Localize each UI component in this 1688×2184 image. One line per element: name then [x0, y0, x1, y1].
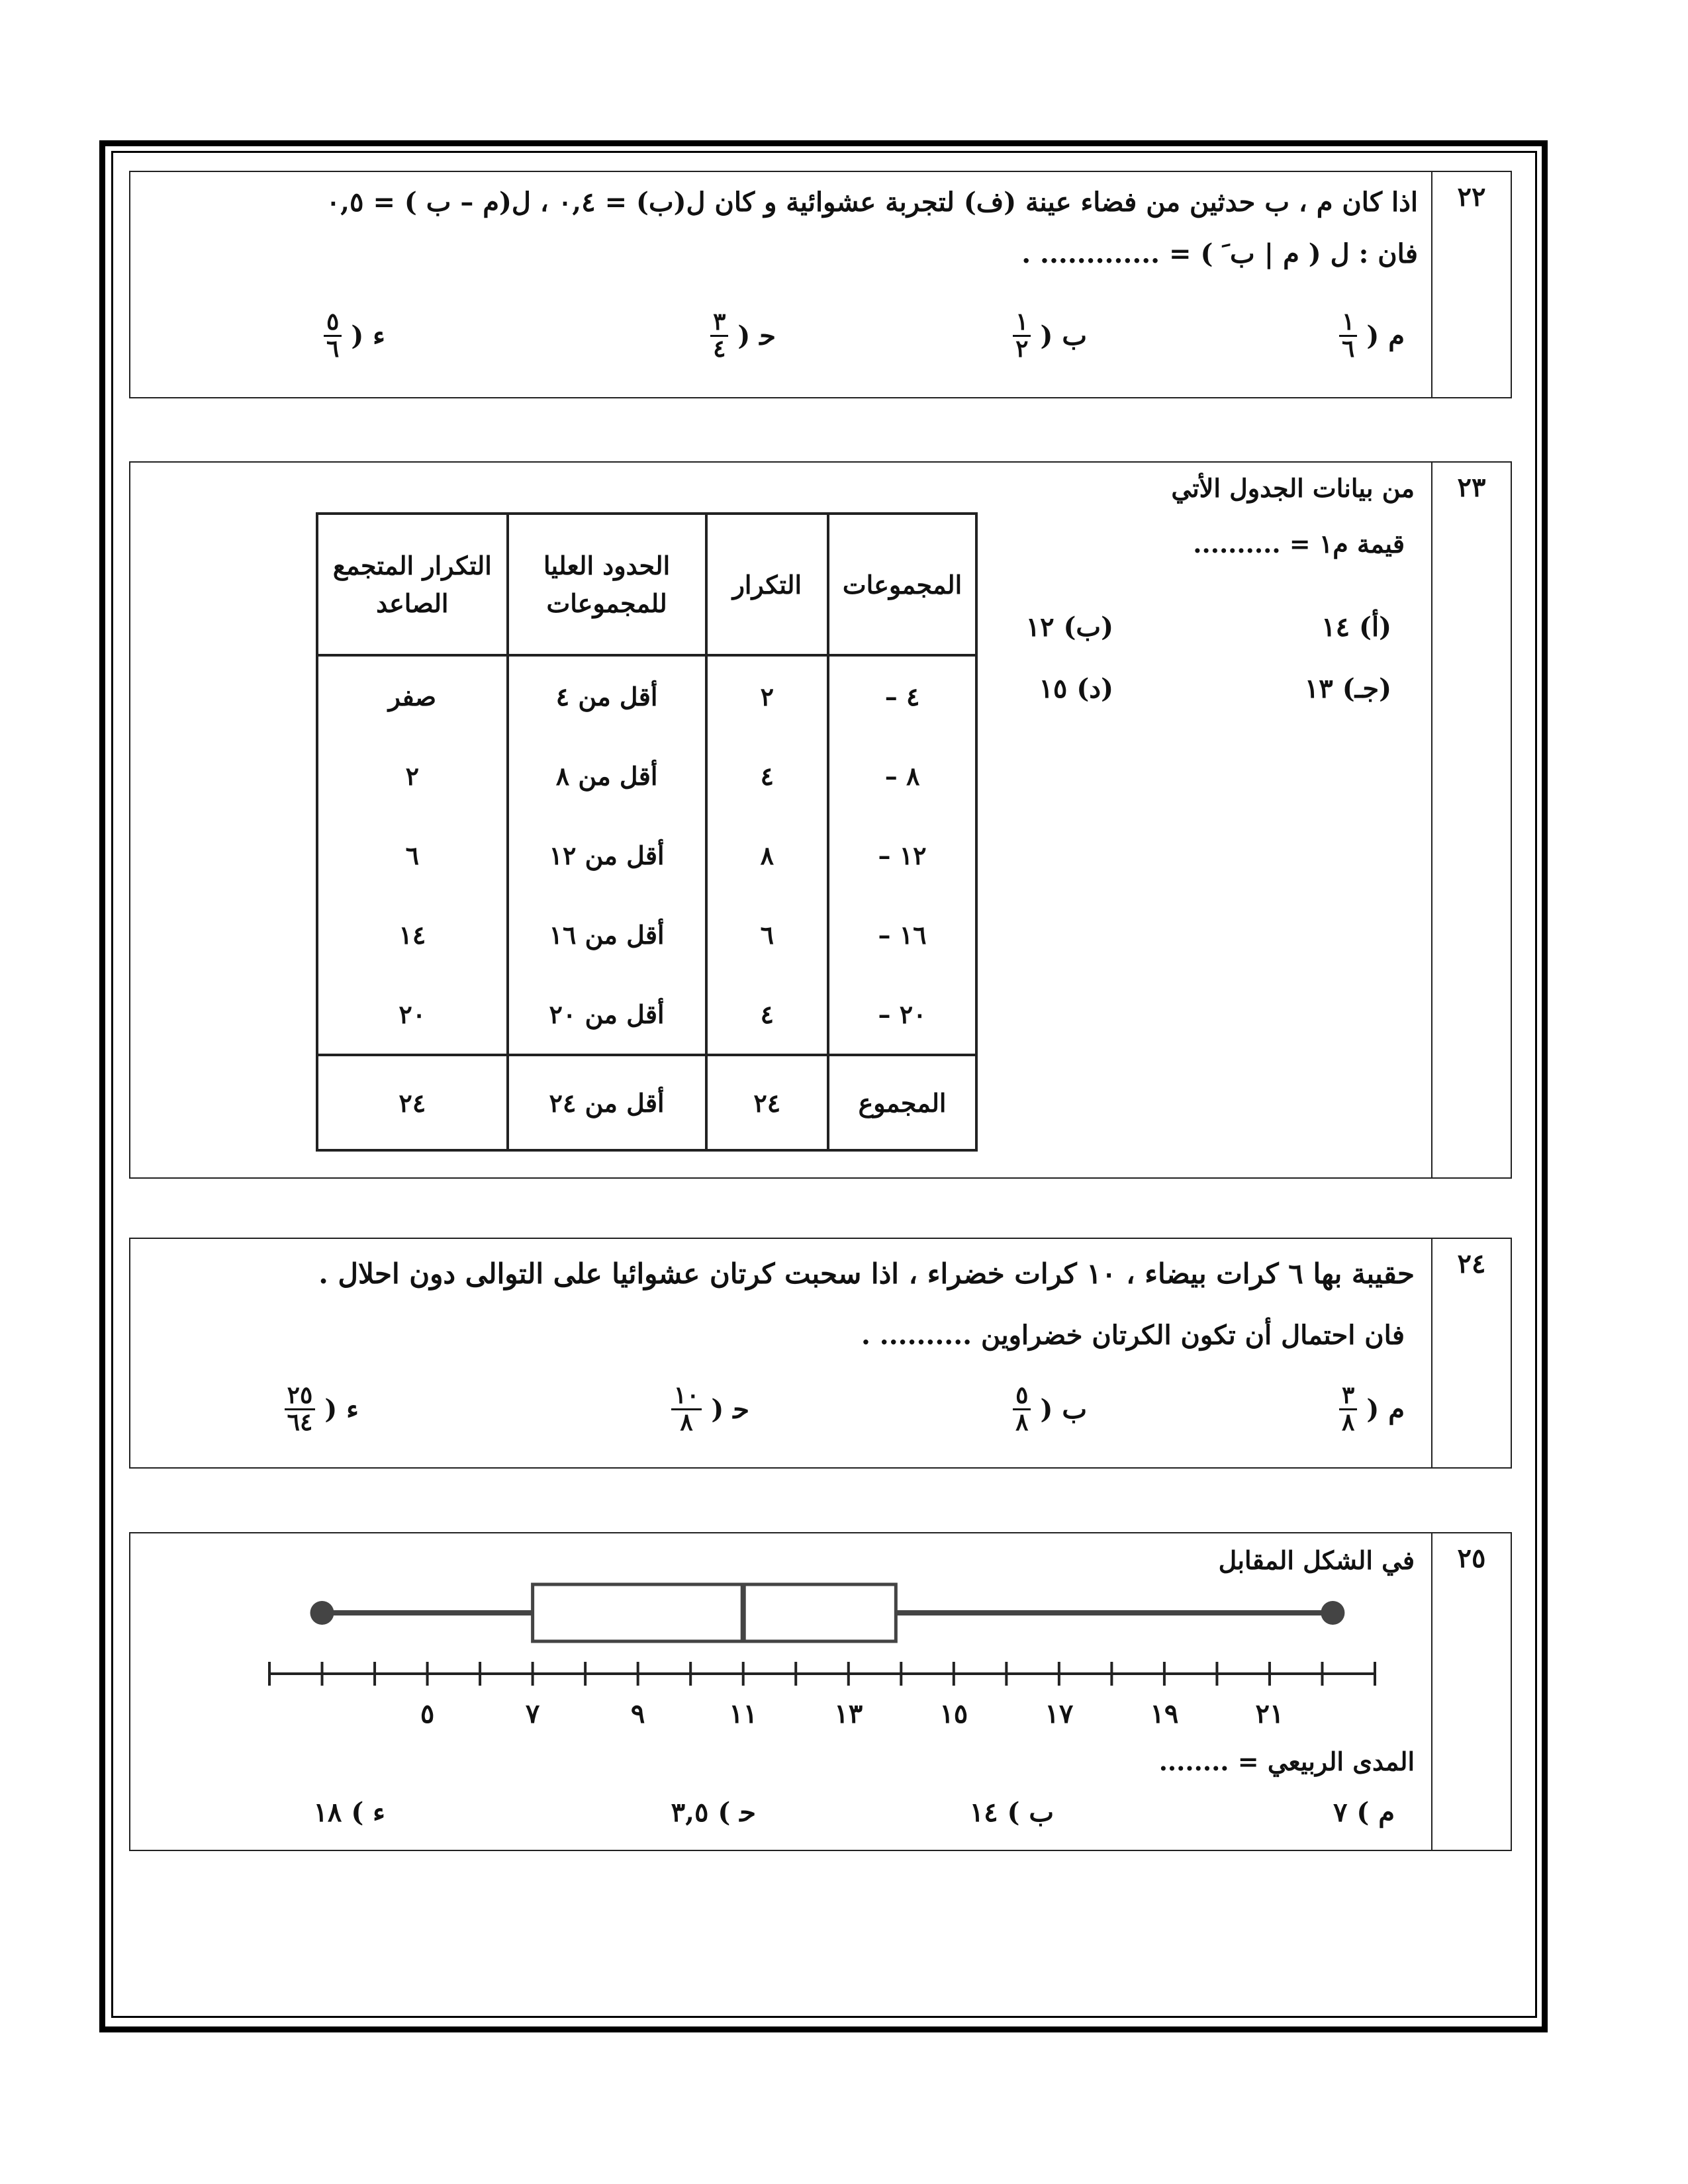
cell-frequency: ٤	[706, 736, 829, 815]
box-plot	[263, 1573, 1401, 1741]
denominator: ٢	[1015, 334, 1029, 363]
axis-tick-label: ٧	[525, 1698, 540, 1729]
option-label: ب (	[1040, 1393, 1087, 1425]
denominator: ٦	[1342, 334, 1355, 363]
cell-group: ٢٠ –	[828, 974, 976, 1055]
option-label: ﺣ (	[711, 1393, 749, 1425]
question-text-line1: حقيبة بها ٦ كرات بيضاء ، ١٠ كرات خضراء ، اذا سحبت كرتان عشوائيا على التوالى دون احلال .	[318, 1257, 1415, 1290]
question-text-line2: فان : ل ( ﻡ | ب َ ) = ............. .	[1021, 238, 1418, 269]
question-text-line1: من بيانات الجدول الأتي	[1171, 473, 1415, 503]
cell-total-upper-bound: أقل من ٢٤	[508, 1055, 706, 1150]
option-a[interactable]: (أ) ١٤	[1321, 612, 1391, 643]
axis-tick-label: ١٧	[1045, 1698, 1074, 1729]
question-text-line2: قيمة م١ = ..........	[1193, 529, 1405, 559]
cell-frequency: ٤	[706, 974, 829, 1055]
option-d[interactable]: ء ) ١٨	[313, 1797, 385, 1828]
numerator: ١	[1339, 310, 1357, 337]
table-row	[317, 895, 976, 974]
question-24-box	[129, 1238, 1512, 1469]
option-label: ب (	[1040, 320, 1087, 351]
interquartile-box	[533, 1584, 896, 1641]
axis-tick-label: ١١	[729, 1698, 758, 1729]
cell-group: ١٦ –	[828, 895, 976, 974]
cell-frequency: ٢	[706, 655, 829, 736]
header-cumulative: التكرار المتجمع الصاعد	[317, 514, 508, 655]
cell-upper-bound: أقل من ٤	[508, 655, 706, 736]
max-point	[1321, 1601, 1344, 1625]
numerator: ١	[1013, 310, 1031, 337]
fraction	[1339, 1383, 1357, 1435]
axis-tick-label: ٩	[630, 1698, 645, 1729]
denominator: ٨	[680, 1408, 693, 1436]
question-22-box	[129, 171, 1512, 398]
box-plot-svg	[263, 1573, 1401, 1739]
option-a[interactable]	[1339, 1383, 1405, 1435]
cell-group: ٨ –	[828, 736, 976, 815]
option-d[interactable]	[285, 1383, 359, 1435]
cell-upper-bound: أقل من ١٢	[508, 815, 706, 895]
option-label: ﺣ (	[737, 320, 776, 351]
option-label: ﻡ (	[1366, 320, 1405, 351]
cell-upper-bound: أقل من ٢٠	[508, 974, 706, 1055]
header-frequency: التكرار	[706, 514, 829, 655]
option-c[interactable]	[671, 1383, 749, 1435]
option-a[interactable]	[1339, 310, 1405, 362]
question-25-box	[129, 1532, 1512, 1851]
question-text-line2: المدى الربيعي = ........	[1158, 1747, 1415, 1776]
cell-upper-bound: أقل من ٨	[508, 736, 706, 815]
numerator: ٢٥	[285, 1383, 316, 1410]
denominator: ٦٤	[287, 1408, 313, 1436]
option-label: ء (	[324, 1393, 359, 1425]
cell-cumulative: صفر	[317, 655, 508, 736]
denominator: ٨	[1342, 1408, 1355, 1436]
numerator: ٣	[710, 310, 728, 337]
numerator: ١٠	[671, 1383, 702, 1410]
table-header-row	[317, 514, 976, 655]
fraction	[285, 1383, 316, 1435]
cell-upper-bound: أقل من ١٦	[508, 895, 706, 974]
numerator: ٣	[1339, 1383, 1357, 1410]
numerator: ٥	[1013, 1383, 1031, 1410]
fraction	[1339, 310, 1357, 362]
option-b[interactable]: (ب) ١٢	[1025, 612, 1113, 643]
axis-tick-labels	[420, 1698, 1284, 1729]
cell-cumulative: ٢	[317, 736, 508, 815]
fraction	[1013, 310, 1031, 362]
option-b[interactable]	[1013, 310, 1087, 362]
table-total-row	[317, 1055, 976, 1150]
question-number: ٢٢	[1431, 172, 1511, 397]
axis-tick-label: ١٥	[939, 1698, 968, 1729]
table-row	[317, 736, 976, 815]
cell-total-frequency: ٢٤	[706, 1055, 829, 1150]
option-a[interactable]: ﻡ ) ٧	[1333, 1797, 1395, 1828]
option-d[interactable]	[324, 310, 385, 362]
axis-tick-label: ٥	[420, 1698, 435, 1729]
table-row	[317, 974, 976, 1055]
table-row	[317, 655, 976, 736]
axis-tick-label: ١٣	[834, 1698, 863, 1729]
cell-cumulative: ١٤	[317, 895, 508, 974]
min-point	[310, 1601, 334, 1625]
cell-frequency: ٨	[706, 815, 829, 895]
option-b[interactable]: ب ) ١٤	[969, 1797, 1054, 1828]
option-d[interactable]: (د) ١٥	[1039, 673, 1113, 704]
option-c[interactable]: (جـ) ١٣	[1304, 673, 1391, 704]
fraction	[1013, 1383, 1031, 1435]
axis-tick-label: ٢١	[1255, 1698, 1284, 1729]
denominator: ٤	[713, 334, 726, 363]
question-text-line1: في الشكل المقابل	[1218, 1545, 1415, 1575]
fraction	[671, 1383, 702, 1435]
cell-total-cumulative: ٢٤	[317, 1055, 508, 1150]
question-text-line2: فان احتمال أن تكون الكرتان خضراوين .......... .	[861, 1320, 1405, 1351]
header-groups: المجموعات	[828, 514, 976, 655]
question-number: ٢٥	[1431, 1533, 1511, 1850]
cell-group: ٤ –	[828, 655, 976, 736]
question-text-line1: اذا كان ﻡ ، ب حدثين من فضاء عينة (ف) لتجربة عشوائية و كان ل(ب) = ٠,٤ ، ل(ﻡ – ب ) = ٠,٥	[326, 187, 1418, 218]
option-label: ﻡ (	[1366, 1393, 1405, 1425]
denominator: ٨	[1015, 1408, 1029, 1436]
cell-cumulative: ٢٠	[317, 974, 508, 1055]
fraction	[324, 310, 342, 362]
table-row	[317, 815, 976, 895]
numerator: ٥	[324, 310, 342, 337]
option-label: ء (	[351, 320, 385, 351]
option-c[interactable]: ﺣ ) ٣,٥	[671, 1797, 756, 1828]
header-upper-bounds: الحدود العليا للمجموعات	[508, 514, 706, 655]
option-c[interactable]	[710, 310, 776, 362]
denominator: ٦	[326, 334, 340, 363]
question-23-box	[129, 461, 1512, 1179]
question-number: ٢٤	[1431, 1239, 1511, 1467]
cell-total-label: المجموع	[828, 1055, 976, 1150]
question-number: ٢٣	[1431, 463, 1511, 1177]
fraction	[710, 310, 728, 362]
axis-tick-label: ١٩	[1150, 1698, 1179, 1729]
cell-frequency: ٦	[706, 895, 829, 974]
cell-group: ١٢ –	[828, 815, 976, 895]
cell-cumulative: ٦	[317, 815, 508, 895]
frequency-table	[316, 512, 978, 1152]
option-b[interactable]	[1013, 1383, 1087, 1435]
